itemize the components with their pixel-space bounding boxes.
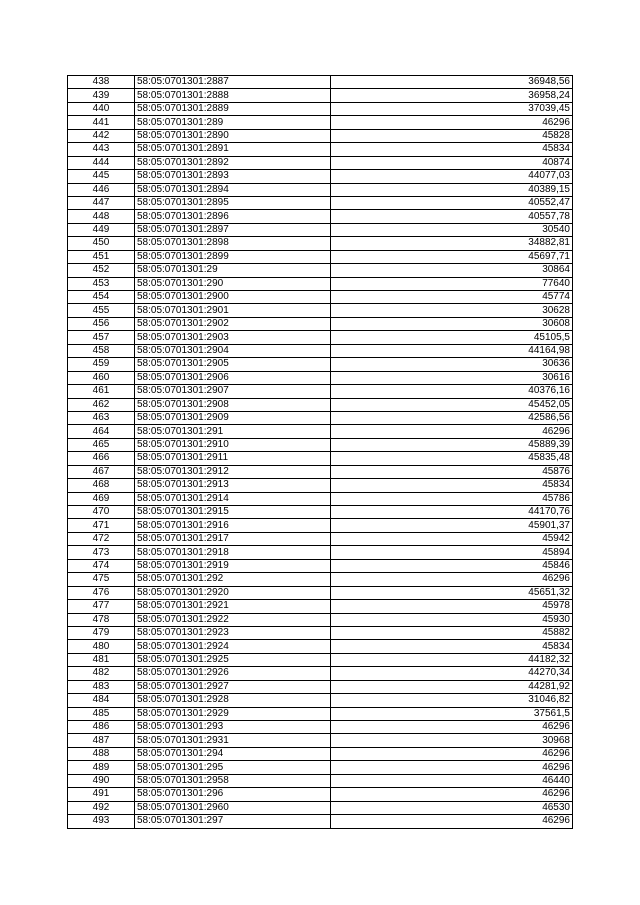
cadastral-value-cell: 44077,03	[331, 170, 573, 183]
cadastral-number-cell: 58:05:0701301:2895	[135, 196, 331, 209]
table-row	[68, 721, 573, 734]
table-row	[68, 573, 573, 586]
cadastral-number-cell: 58:05:0701301:297	[135, 815, 331, 828]
table-row	[68, 277, 573, 290]
row-number-cell: 491	[68, 788, 135, 801]
cadastral-value-cell: 46296	[331, 116, 573, 129]
cadastral-number-cell: 58:05:0701301:2904	[135, 344, 331, 357]
row-number-cell: 482	[68, 667, 135, 680]
cadastral-value-cell: 30628	[331, 304, 573, 317]
cadastral-value-cell: 45846	[331, 559, 573, 572]
table-row	[68, 626, 573, 639]
cadastral-number-cell: 58:05:0701301:2907	[135, 385, 331, 398]
cadastral-value-cell: 46296	[331, 815, 573, 828]
cadastral-value-cell: 77640	[331, 277, 573, 290]
cadastral-value-cell: 45834	[331, 479, 573, 492]
cadastral-number-cell: 58:05:0701301:2924	[135, 640, 331, 653]
cadastral-number-cell: 58:05:0701301:2897	[135, 223, 331, 236]
cadastral-number-cell: 58:05:0701301:2892	[135, 156, 331, 169]
row-number-cell: 473	[68, 546, 135, 559]
cadastral-value-cell: 46296	[331, 747, 573, 760]
cadastral-number-cell: 58:05:0701301:2900	[135, 291, 331, 304]
cadastral-value-table	[67, 75, 573, 829]
row-number-cell: 448	[68, 210, 135, 223]
cadastral-value-cell: 44281,92	[331, 680, 573, 693]
cadastral-value-cell: 30968	[331, 734, 573, 747]
row-number-cell: 465	[68, 438, 135, 451]
table-row	[68, 317, 573, 330]
table-row	[68, 479, 573, 492]
row-number-cell: 446	[68, 183, 135, 196]
row-number-cell: 464	[68, 425, 135, 438]
cadastral-number-cell: 58:05:0701301:2920	[135, 586, 331, 599]
cadastral-value-cell: 44164,98	[331, 344, 573, 357]
row-number-cell: 484	[68, 694, 135, 707]
cadastral-value-cell: 44182,32	[331, 653, 573, 666]
row-number-cell: 439	[68, 89, 135, 102]
cadastral-value-cell: 36958,24	[331, 89, 573, 102]
cadastral-value-cell: 45697,71	[331, 250, 573, 263]
table-row	[68, 452, 573, 465]
table-row	[68, 613, 573, 626]
cadastral-number-cell: 58:05:0701301:2929	[135, 707, 331, 720]
cadastral-number-cell: 58:05:0701301:2928	[135, 694, 331, 707]
cadastral-number-cell: 58:05:0701301:2910	[135, 438, 331, 451]
cadastral-number-cell: 58:05:0701301:2931	[135, 734, 331, 747]
row-number-cell: 451	[68, 250, 135, 263]
row-number-cell: 438	[68, 76, 135, 89]
cadastral-number-cell: 58:05:0701301:296	[135, 788, 331, 801]
table-row	[68, 156, 573, 169]
cadastral-number-cell: 58:05:0701301:2902	[135, 317, 331, 330]
table-row	[68, 170, 573, 183]
table-row	[68, 304, 573, 317]
table-row	[68, 600, 573, 613]
table-row	[68, 546, 573, 559]
cadastral-number-cell: 58:05:0701301:2906	[135, 371, 331, 384]
cadastral-number-cell: 58:05:0701301:2899	[135, 250, 331, 263]
cadastral-value-cell: 45834	[331, 640, 573, 653]
row-number-cell: 444	[68, 156, 135, 169]
table-row	[68, 667, 573, 680]
row-number-cell: 479	[68, 626, 135, 639]
cadastral-value-cell: 30864	[331, 264, 573, 277]
cadastral-value-cell: 45889,39	[331, 438, 573, 451]
table-row	[68, 653, 573, 666]
cadastral-value-cell: 45774	[331, 291, 573, 304]
cadastral-number-cell: 58:05:0701301:294	[135, 747, 331, 760]
cadastral-number-cell: 58:05:0701301:2890	[135, 129, 331, 142]
row-number-cell: 442	[68, 129, 135, 142]
row-number-cell: 475	[68, 573, 135, 586]
cadastral-value-cell: 30608	[331, 317, 573, 330]
row-number-cell: 493	[68, 815, 135, 828]
cadastral-number-cell: 58:05:0701301:29	[135, 264, 331, 277]
table-row	[68, 815, 573, 828]
row-number-cell: 460	[68, 371, 135, 384]
row-number-cell: 472	[68, 532, 135, 545]
table-row	[68, 586, 573, 599]
cadastral-value-cell: 45876	[331, 465, 573, 478]
cadastral-number-cell: 58:05:0701301:292	[135, 573, 331, 586]
cadastral-number-cell: 58:05:0701301:2925	[135, 653, 331, 666]
cadastral-number-cell: 58:05:0701301:2918	[135, 546, 331, 559]
cadastral-value-cell: 30616	[331, 371, 573, 384]
cadastral-number-cell: 58:05:0701301:2912	[135, 465, 331, 478]
cadastral-number-cell: 58:05:0701301:2919	[135, 559, 331, 572]
table-row	[68, 438, 573, 451]
cadastral-number-cell: 58:05:0701301:2905	[135, 358, 331, 371]
cadastral-value-cell: 40552,47	[331, 196, 573, 209]
row-number-cell: 487	[68, 734, 135, 747]
cadastral-value-cell: 45835,48	[331, 452, 573, 465]
cadastral-number-cell: 58:05:0701301:295	[135, 761, 331, 774]
table-row	[68, 465, 573, 478]
cadastral-number-cell: 58:05:0701301:2911	[135, 452, 331, 465]
cadastral-value-cell: 46530	[331, 801, 573, 814]
row-number-cell: 455	[68, 304, 135, 317]
cadastral-value-cell: 37561,5	[331, 707, 573, 720]
row-number-cell: 461	[68, 385, 135, 398]
table-row	[68, 385, 573, 398]
table-row	[68, 116, 573, 129]
cadastral-value-cell: 44270,34	[331, 667, 573, 680]
table-row	[68, 640, 573, 653]
cadastral-number-cell: 58:05:0701301:2927	[135, 680, 331, 693]
row-number-cell: 452	[68, 264, 135, 277]
cadastral-number-cell: 58:05:0701301:2960	[135, 801, 331, 814]
cadastral-number-cell: 58:05:0701301:2917	[135, 532, 331, 545]
cadastral-number-cell: 58:05:0701301:290	[135, 277, 331, 290]
table-row	[68, 196, 573, 209]
cadastral-number-cell: 58:05:0701301:2958	[135, 774, 331, 787]
table-row	[68, 747, 573, 760]
cadastral-value-cell: 30540	[331, 223, 573, 236]
row-number-cell: 466	[68, 452, 135, 465]
row-number-cell: 476	[68, 586, 135, 599]
row-number-cell: 480	[68, 640, 135, 653]
cadastral-number-cell: 58:05:0701301:291	[135, 425, 331, 438]
cadastral-number-cell: 58:05:0701301:2909	[135, 411, 331, 424]
table-row	[68, 398, 573, 411]
row-number-cell: 467	[68, 465, 135, 478]
table-row	[68, 129, 573, 142]
table-row	[68, 707, 573, 720]
cadastral-value-cell: 46440	[331, 774, 573, 787]
table-row	[68, 76, 573, 89]
cadastral-number-cell: 58:05:0701301:2914	[135, 492, 331, 505]
cadastral-number-cell: 58:05:0701301:2903	[135, 331, 331, 344]
cadastral-value-cell: 45978	[331, 600, 573, 613]
cadastral-value-cell: 46296	[331, 425, 573, 438]
cadastral-number-cell: 58:05:0701301:2898	[135, 237, 331, 250]
row-number-cell: 468	[68, 479, 135, 492]
cadastral-value-cell: 40376,16	[331, 385, 573, 398]
row-number-cell: 469	[68, 492, 135, 505]
table-row	[68, 264, 573, 277]
row-number-cell: 492	[68, 801, 135, 814]
row-number-cell: 488	[68, 747, 135, 760]
row-number-cell: 450	[68, 237, 135, 250]
cadastral-number-cell: 58:05:0701301:2913	[135, 479, 331, 492]
row-number-cell: 456	[68, 317, 135, 330]
table-row	[68, 143, 573, 156]
table-row	[68, 223, 573, 236]
cadastral-number-cell: 58:05:0701301:2901	[135, 304, 331, 317]
table-row	[68, 801, 573, 814]
cadastral-value-cell: 44170,76	[331, 506, 573, 519]
cadastral-value-cell: 45452,05	[331, 398, 573, 411]
cadastral-number-cell: 58:05:0701301:2893	[135, 170, 331, 183]
row-number-cell: 447	[68, 196, 135, 209]
table-row	[68, 89, 573, 102]
cadastral-number-cell: 58:05:0701301:2922	[135, 613, 331, 626]
table-row	[68, 774, 573, 787]
cadastral-value-cell: 45894	[331, 546, 573, 559]
table-row	[68, 102, 573, 115]
row-number-cell: 457	[68, 331, 135, 344]
cadastral-number-cell: 58:05:0701301:289	[135, 116, 331, 129]
cadastral-value-cell: 42586,56	[331, 411, 573, 424]
table-row	[68, 210, 573, 223]
cadastral-value-cell: 46296	[331, 761, 573, 774]
row-number-cell: 440	[68, 102, 135, 115]
row-number-cell: 489	[68, 761, 135, 774]
cadastral-value-cell: 37039,45	[331, 102, 573, 115]
cadastral-value-cell: 46296	[331, 573, 573, 586]
row-number-cell: 449	[68, 223, 135, 236]
cadastral-number-cell: 58:05:0701301:2896	[135, 210, 331, 223]
cadastral-value-cell: 46296	[331, 788, 573, 801]
cadastral-number-cell: 58:05:0701301:2921	[135, 600, 331, 613]
cadastral-value-cell: 40557,78	[331, 210, 573, 223]
row-number-cell: 443	[68, 143, 135, 156]
table-row	[68, 331, 573, 344]
cadastral-value-cell: 40389,15	[331, 183, 573, 196]
row-number-cell: 463	[68, 411, 135, 424]
cadastral-number-cell: 58:05:0701301:2894	[135, 183, 331, 196]
cadastral-value-cell: 45901,37	[331, 519, 573, 532]
cadastral-value-cell: 46296	[331, 721, 573, 734]
table-row	[68, 519, 573, 532]
row-number-cell: 470	[68, 506, 135, 519]
row-number-cell: 458	[68, 344, 135, 357]
table-row	[68, 291, 573, 304]
table-row	[68, 680, 573, 693]
row-number-cell: 483	[68, 680, 135, 693]
row-number-cell: 486	[68, 721, 135, 734]
table-row	[68, 237, 573, 250]
table-row	[68, 411, 573, 424]
cadastral-number-cell: 58:05:0701301:2916	[135, 519, 331, 532]
table-row	[68, 371, 573, 384]
cadastral-number-cell: 58:05:0701301:2915	[135, 506, 331, 519]
row-number-cell: 485	[68, 707, 135, 720]
table-row	[68, 788, 573, 801]
table-row	[68, 183, 573, 196]
table-row	[68, 492, 573, 505]
table-row	[68, 559, 573, 572]
cadastral-number-cell: 58:05:0701301:2887	[135, 76, 331, 89]
cadastral-value-cell: 36948,56	[331, 76, 573, 89]
cadastral-value-cell: 31046,82	[331, 694, 573, 707]
cadastral-value-cell: 45882	[331, 626, 573, 639]
cadastral-value-cell: 45828	[331, 129, 573, 142]
table-row	[68, 506, 573, 519]
row-number-cell: 445	[68, 170, 135, 183]
cadastral-number-cell: 58:05:0701301:2923	[135, 626, 331, 639]
row-number-cell: 478	[68, 613, 135, 626]
cadastral-value-cell: 30636	[331, 358, 573, 371]
cadastral-value-cell: 45105,5	[331, 331, 573, 344]
table-row	[68, 358, 573, 371]
row-number-cell: 453	[68, 277, 135, 290]
table-row	[68, 694, 573, 707]
row-number-cell: 477	[68, 600, 135, 613]
table-row	[68, 734, 573, 747]
cadastral-value-cell: 40874	[331, 156, 573, 169]
cadastral-number-cell: 58:05:0701301:293	[135, 721, 331, 734]
table-row	[68, 761, 573, 774]
table-row	[68, 425, 573, 438]
cadastral-number-cell: 58:05:0701301:2891	[135, 143, 331, 156]
row-number-cell: 490	[68, 774, 135, 787]
row-number-cell: 481	[68, 653, 135, 666]
row-number-cell: 474	[68, 559, 135, 572]
cadastral-number-cell: 58:05:0701301:2888	[135, 89, 331, 102]
row-number-cell: 441	[68, 116, 135, 129]
cadastral-number-cell: 58:05:0701301:2926	[135, 667, 331, 680]
cadastral-value-cell: 45786	[331, 492, 573, 505]
cadastral-value-cell: 45651,32	[331, 586, 573, 599]
cadastral-value-cell: 45930	[331, 613, 573, 626]
cadastral-number-cell: 58:05:0701301:2889	[135, 102, 331, 115]
cadastral-number-cell: 58:05:0701301:2908	[135, 398, 331, 411]
table-row	[68, 250, 573, 263]
row-number-cell: 459	[68, 358, 135, 371]
cadastral-value-cell: 45942	[331, 532, 573, 545]
cadastral-value-cell: 45834	[331, 143, 573, 156]
row-number-cell: 471	[68, 519, 135, 532]
table-row	[68, 532, 573, 545]
table-body	[68, 76, 573, 829]
cadastral-value-cell: 34882,81	[331, 237, 573, 250]
row-number-cell: 462	[68, 398, 135, 411]
table-row	[68, 344, 573, 357]
row-number-cell: 454	[68, 291, 135, 304]
